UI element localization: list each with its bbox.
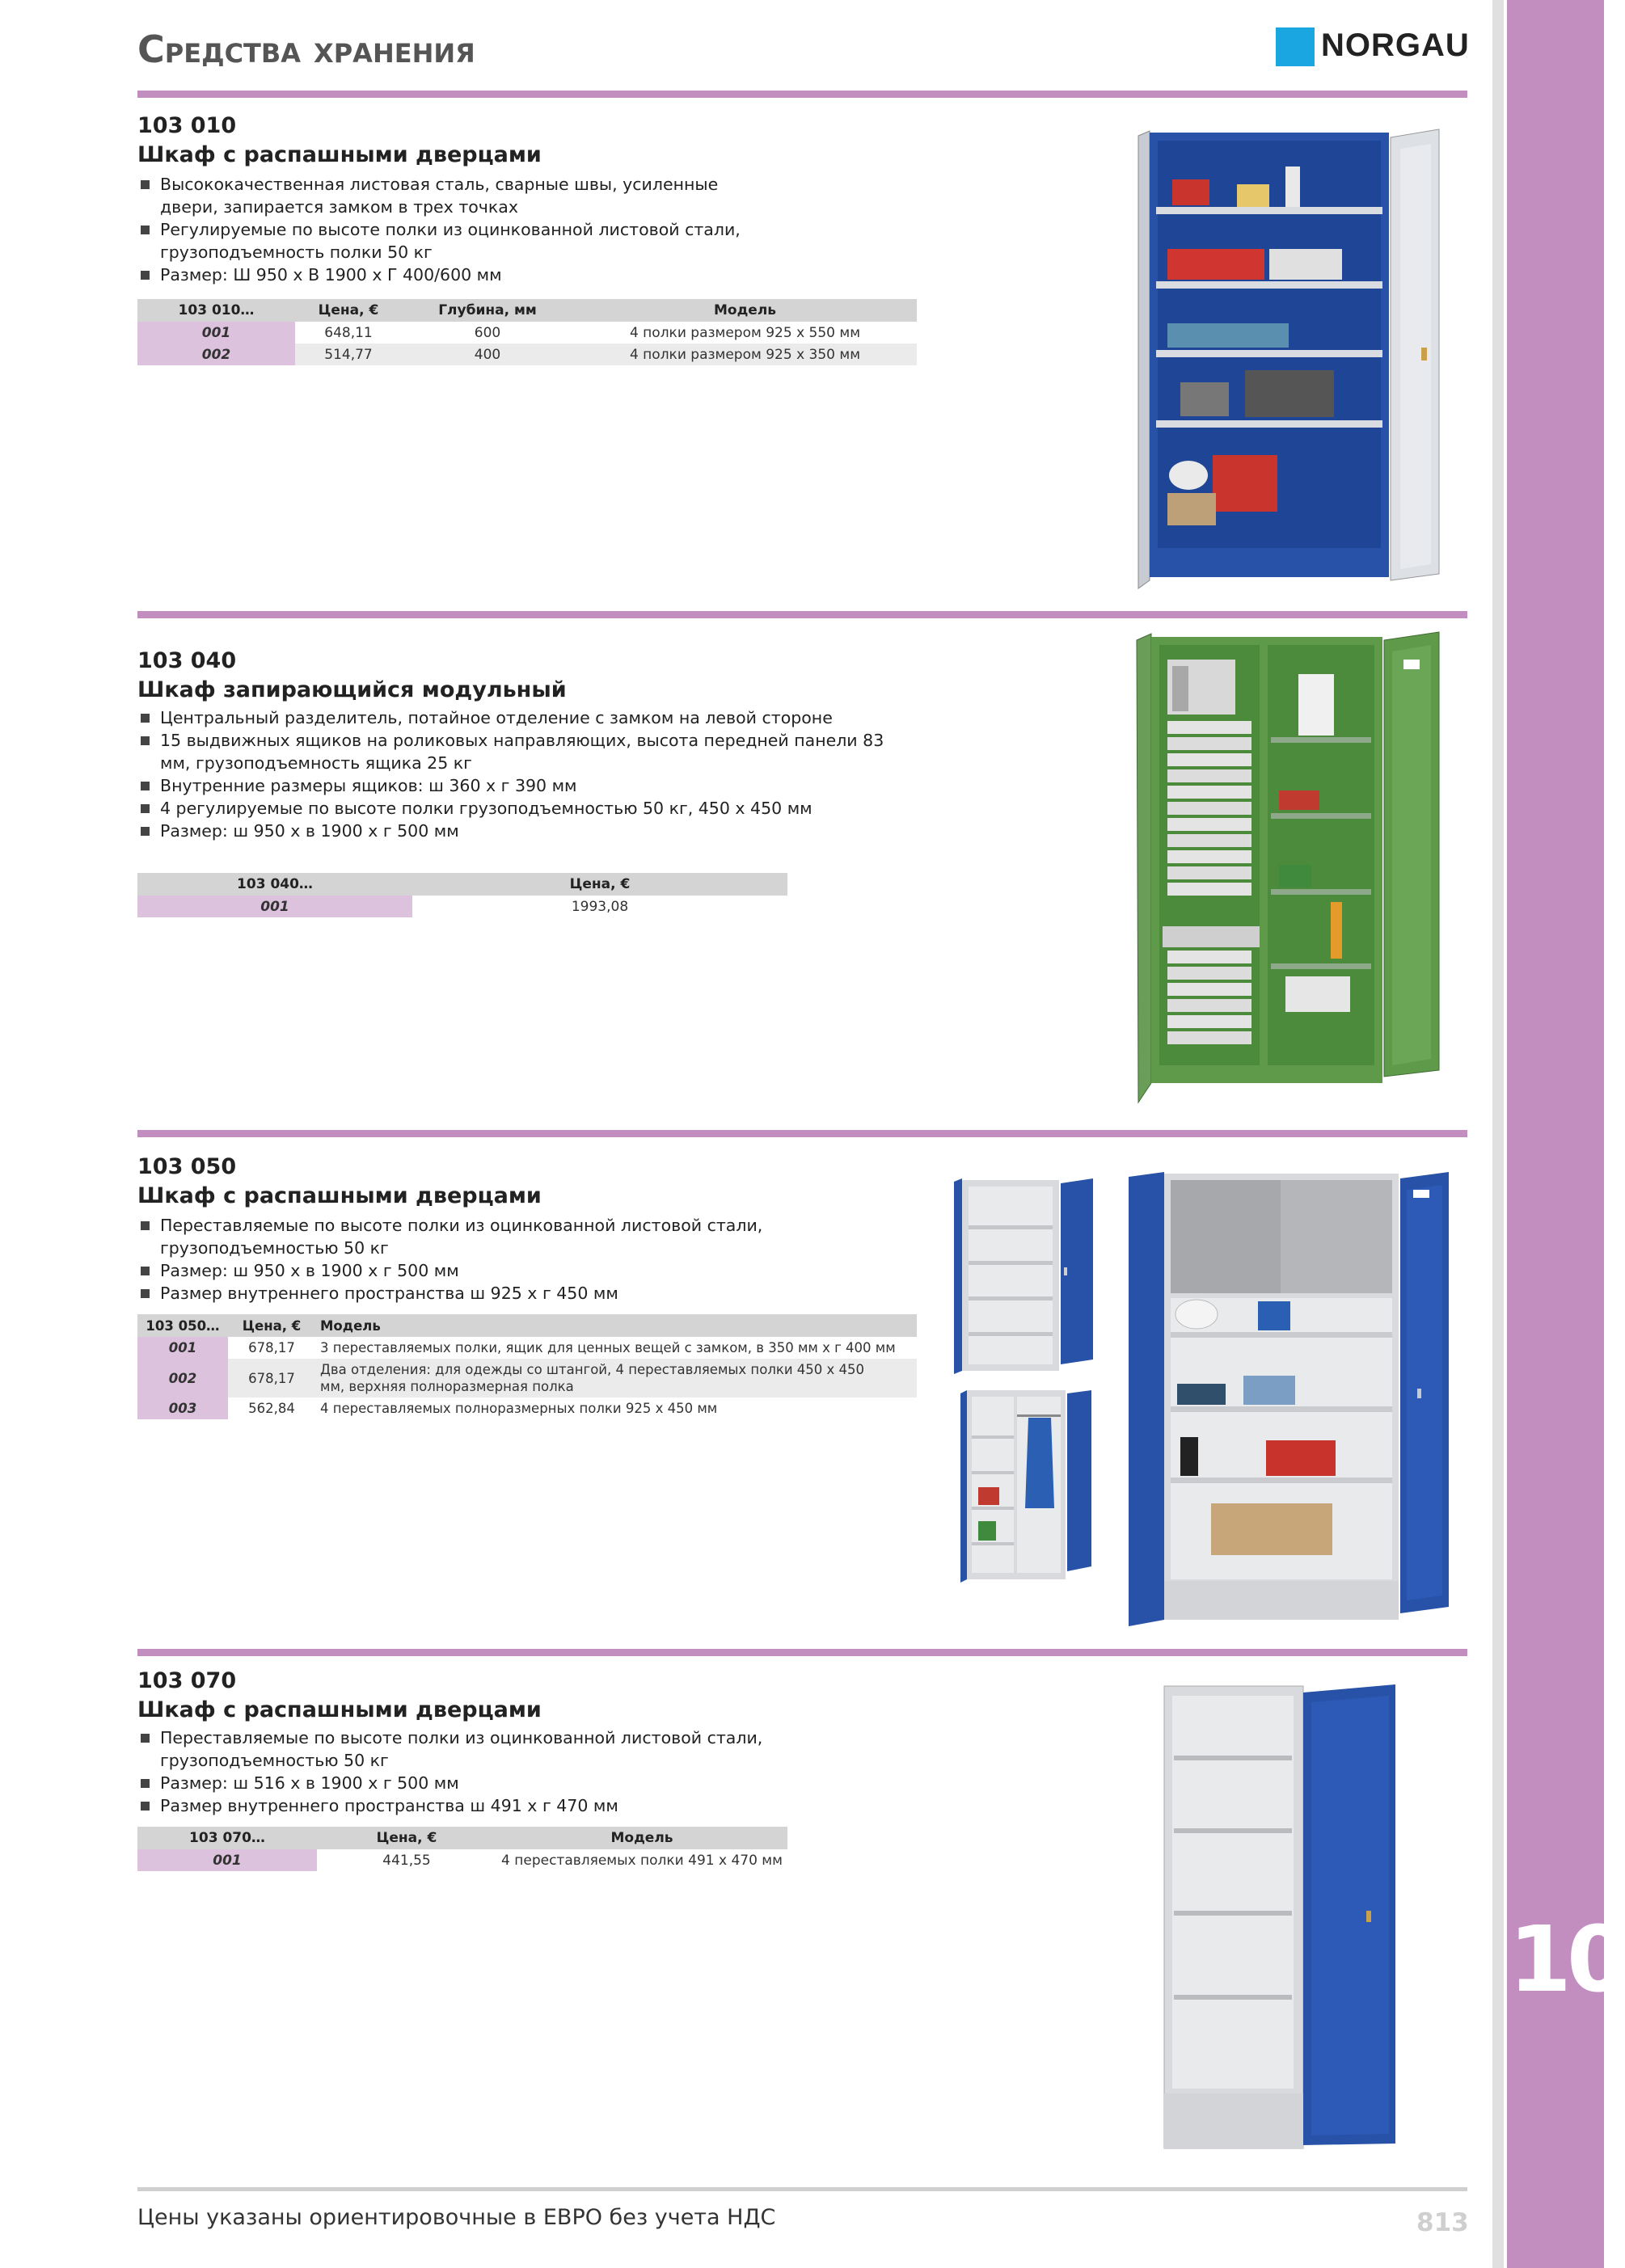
- feature-item: Размер: Ш 950 х В 1900 х Г 400/600 мм: [137, 263, 768, 286]
- price-table: [137, 299, 917, 365]
- article-number: 001: [137, 1849, 317, 1871]
- depth-cell: 600: [474, 324, 501, 341]
- cabinet-image: [959, 1387, 1095, 1584]
- footer-rule: [137, 2187, 1467, 2191]
- feature-item: Внутренние размеры ящиков: ш 360 х г 390 мм: [137, 774, 914, 797]
- cabinet-image: [1122, 1170, 1455, 1626]
- product-name: Шкаф с распашными дверцами: [137, 1183, 542, 1208]
- table-row: [137, 1337, 917, 1359]
- product-code: 103 070: [137, 1668, 237, 1693]
- table-header-row: [137, 873, 787, 896]
- model-cell: 4 переставляемых полки 491 х 470 мм: [501, 1852, 783, 1869]
- table-row: [137, 1849, 787, 1871]
- feature-item: 15 выдвижных ящиков на роликовых направляющих, высота передней панели 83 мм, грузоподъемность ящика 25 кг: [137, 729, 914, 774]
- feature-item: Размер: ш 950 х в 1900 х г 500 мм: [137, 820, 914, 842]
- model-cell: Два отделения: для одежды со штангой, 4 переставляемых полки 450 х 450 мм, верхняя полноразмерная полка: [315, 1359, 917, 1397]
- price-table: [137, 1314, 917, 1419]
- article-number: 001: [137, 896, 412, 917]
- column-header: Модель: [573, 299, 917, 322]
- feature-item: Размер: ш 950 х в 1900 х г 500 мм: [137, 1259, 768, 1282]
- column-header: Цена, €: [295, 299, 402, 322]
- cabinet-image: [951, 1177, 1098, 1376]
- feature-item: Регулируемые по высоте полки из оцинкованной листовой стали, грузоподъемность полки 50 кг: [137, 218, 768, 263]
- column-header: Цена, €: [412, 873, 787, 896]
- column-header: 103 040…: [137, 873, 412, 896]
- table-row: [137, 322, 917, 344]
- feature-item: Переставляемые по высоте полки из оцинкованной листовой стали, грузоподъемностью 50 кг: [137, 1214, 768, 1259]
- column-header: Цена, €: [317, 1827, 496, 1849]
- price-cell: 648,11: [324, 324, 373, 341]
- section-divider: [137, 611, 1467, 618]
- article-number: 001: [137, 322, 295, 344]
- model-cell: 3 переставляемых полки, ящик для ценных вещей с замком, в 350 мм х г 400 мм: [320, 1340, 896, 1355]
- price-cell: 562,84: [248, 1401, 295, 1416]
- chapter-number: 10: [1509, 1908, 1625, 2013]
- sidebar-gap: [1492, 0, 1504, 2268]
- article-number: 002: [137, 1359, 228, 1397]
- feature-list: [137, 1214, 768, 1305]
- column-header: Модель: [496, 1827, 787, 1849]
- model-cell: 4 полки размером 925 х 550 мм: [629, 324, 861, 341]
- table-header-row: [137, 299, 917, 322]
- feature-item: Размер: ш 516 х в 1900 х г 500 мм: [137, 1772, 768, 1794]
- price-cell: 678,17: [228, 1359, 315, 1397]
- cabinet-image: [1161, 1683, 1403, 2152]
- column-header: 103 010…: [137, 299, 295, 322]
- page-title: Средства хранения: [137, 27, 475, 71]
- product-name: Шкаф с распашными дверцами: [137, 142, 542, 167]
- table-row: [137, 344, 917, 365]
- table-row: [137, 1359, 917, 1397]
- model-cell: 4 переставляемых полноразмерных полки 925 х 450 мм: [320, 1401, 718, 1416]
- feature-item: 4 регулируемые по высоте полки грузоподъемностью 50 кг, 450 х 450 мм: [137, 797, 914, 820]
- feature-item: Центральный разделитель, потайное отделение с замком на левой стороне: [137, 706, 914, 729]
- column-header: 103 070…: [137, 1827, 317, 1849]
- column-header: Модель: [315, 1314, 917, 1337]
- article-number: 003: [137, 1397, 228, 1419]
- column-header: 103 050…: [137, 1314, 228, 1337]
- brand-logo: NORGAU: [1321, 27, 1470, 63]
- price-cell: 514,77: [295, 344, 402, 365]
- product-name: Шкаф с распашными дверцами: [137, 1697, 542, 1722]
- table-row: [137, 896, 787, 917]
- product-code: 103 040: [137, 648, 237, 673]
- column-header: Глубина, мм: [402, 299, 573, 322]
- feature-item: Размер внутреннего пространства ш 925 х г 450 мм: [137, 1282, 768, 1305]
- brand-logo-square: [1276, 27, 1315, 66]
- feature-item: Переставляемые по высоте полки из оцинкованной листовой стали, грузоподъемностью 50 кг: [137, 1726, 768, 1772]
- table-row: [137, 1397, 917, 1419]
- column-header: Цена, €: [228, 1314, 315, 1337]
- model-cell: 4 полки размером 925 х 350 мм: [573, 344, 917, 365]
- depth-cell: 400: [402, 344, 573, 365]
- feature-item: Высококачественная листовая сталь, сварные швы, усиленные двери, запирается замком в трех точках: [137, 173, 768, 218]
- product-code: 103 050: [137, 1154, 237, 1179]
- product-code: 103 010: [137, 113, 237, 138]
- feature-list: [137, 1726, 768, 1817]
- feature-item: Размер внутреннего пространства ш 491 х г 470 мм: [137, 1794, 768, 1817]
- section-divider: [137, 1130, 1467, 1137]
- table-header-row: [137, 1314, 917, 1337]
- price-cell: 441,55: [382, 1852, 431, 1869]
- section-divider: [137, 1649, 1467, 1656]
- page-number: 813: [1416, 2208, 1469, 2237]
- price-cell: 1993,08: [571, 898, 629, 915]
- price-table: [137, 873, 787, 917]
- feature-list: [137, 706, 914, 842]
- feature-list: [137, 173, 768, 286]
- cabinet-image: [1116, 128, 1455, 590]
- price-note: Цены указаны ориентировочные в ЕВРО без учета НДС: [137, 2205, 776, 2230]
- header-rule: [137, 91, 1467, 98]
- product-name: Шкаф запирающийся модульный: [137, 677, 567, 702]
- article-number: 002: [137, 344, 295, 365]
- table-header-row: [137, 1827, 787, 1849]
- price-cell: 678,17: [248, 1340, 295, 1355]
- price-table: [137, 1827, 787, 1871]
- cabinet-image: [1129, 630, 1452, 1107]
- article-number: 001: [137, 1337, 228, 1359]
